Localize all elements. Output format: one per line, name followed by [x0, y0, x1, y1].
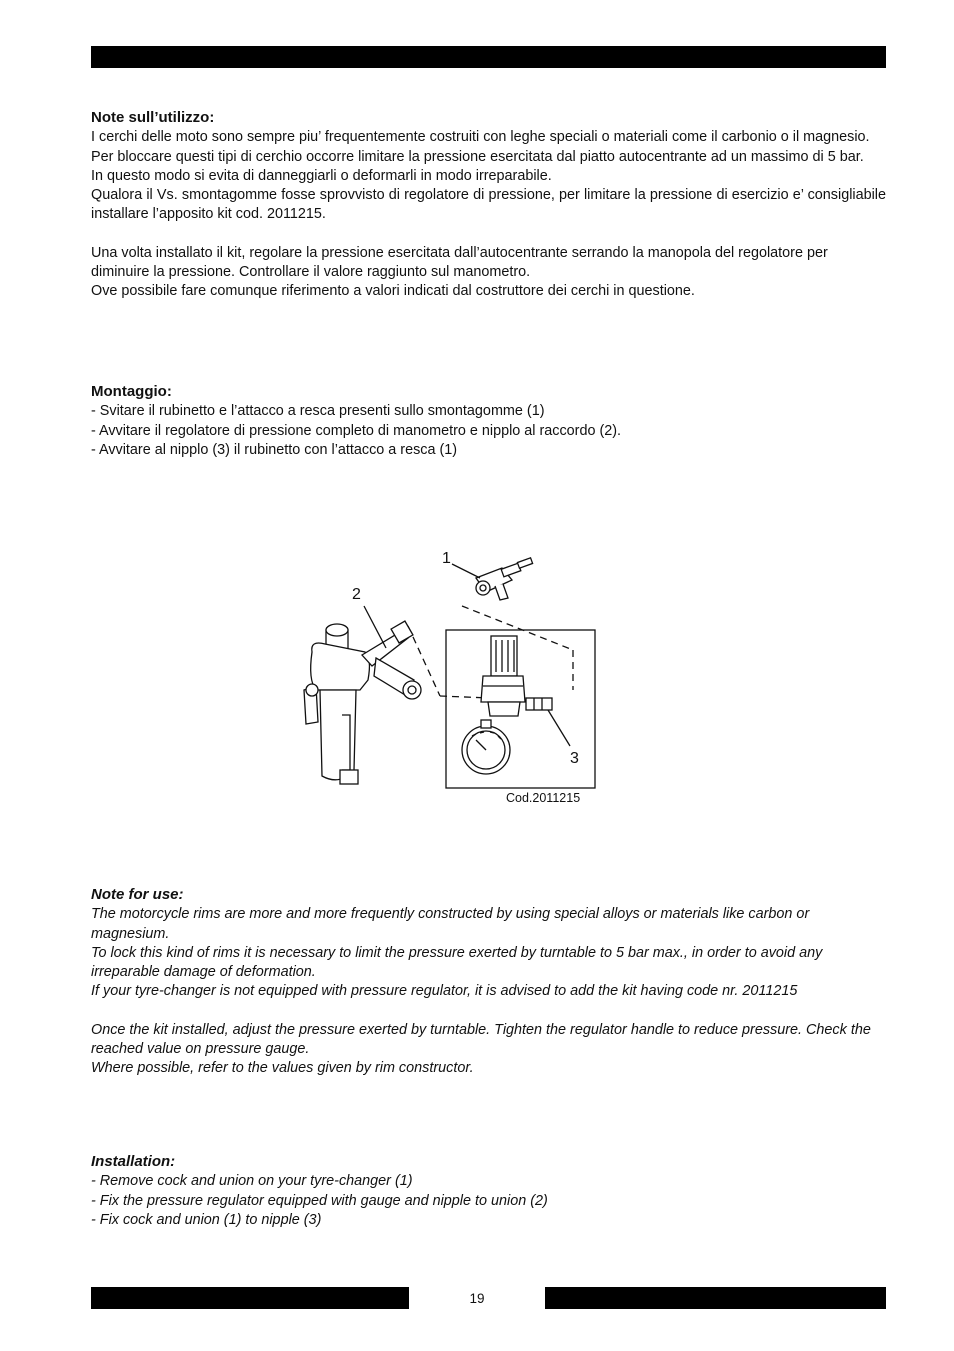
italian-note-paragraph: Qualora il Vs. smontagomme fosse sprovvisto di regolatore di pressione, per limitare la pressione di esercizio e’ consigliabile installare l’apposito kit cod. 2011215. [91, 187, 886, 223]
footer-bar-left [91, 1287, 409, 1309]
italian-note-paragraph: Per bloccare questi tipi di cerchio occorre limitare la pressione esercitata dal piatto autocentrante ad un massimo di 5 bar. [91, 148, 864, 165]
english-installation-heading: Installation: [91, 1153, 176, 1170]
italian-note-paragraph: Ove possibile fare comunque riferimento a valori indicati dal costruttore dei cerchi in questione. [91, 283, 695, 300]
assembly-step: - Svitare il rubinetto e l’attacco a resca presenti sullo smontagomme (1) [91, 403, 545, 420]
pressure-gauge-part [462, 720, 510, 774]
english-note-paragraph: Once the kit installed, adjust the pressure exerted by turntable. Tighten the regulator handle to reduce pressure. Check the reached value on pressure gauge. [91, 1021, 871, 1058]
english-usage-notes [91, 885, 886, 1079]
cock-union-part [476, 558, 533, 600]
kit-code-caption: Cod.2011215 [506, 791, 581, 805]
english-note-paragraph: The motorcycle rims are more and more frequently constructed by using special alloys or materials like carbon or magnesium. [91, 906, 810, 942]
english-note-paragraph: Where possible, refer to the values given by rim constructor. [91, 1060, 474, 1077]
footer-bar-right [545, 1287, 886, 1309]
callout-1: 1 [442, 550, 451, 567]
callout-2: 2 [352, 586, 361, 603]
english-installation [91, 1152, 886, 1230]
callout-3: 3 [570, 750, 579, 767]
assembly-step: - Avvitare il regolatore di pressione completo di manometro e nipplo al raccordo (2). [91, 422, 622, 439]
regulator-kit-drawing [290, 540, 610, 810]
page-number: 19 [469, 1291, 485, 1306]
installation-step: - Fix cock and union (1) to nipple (3) [91, 1211, 322, 1228]
installation-step: - Remove cock and union on your tyre-changer (1) [91, 1173, 413, 1190]
italian-assembly [91, 382, 886, 460]
italian-note-paragraph: Una volta installato il kit, regolare la pressione esercitata dall’autocentrante serrando la manopola del regolatore per diminuire la pressione. Controllare il valore raggiunto sul manometro. [91, 244, 828, 281]
italian-assembly-heading: Montaggio: [91, 383, 172, 400]
regulator-kit-figure [290, 540, 610, 810]
english-note-heading: Note for use: [91, 886, 184, 903]
italian-note-heading: Note sull’utilizzo: [91, 109, 215, 126]
english-note-paragraph: If your tyre-changer is not equipped with pressure regulator, it is advised to add the kit having code nr. 2011215 [91, 983, 798, 1000]
italian-note-paragraph: In questo modo si evita di danneggiarli o deformarli in modo irreparabile. [91, 167, 552, 184]
pressure-regulator-part [481, 636, 552, 716]
header-bar [91, 46, 886, 68]
installation-step: - Fix the pressure regulator equipped with gauge and nipple to union (2) [91, 1192, 548, 1209]
filter-unit-part [304, 621, 421, 784]
italian-usage-notes [91, 108, 886, 302]
english-note-paragraph: To lock this kind of rims it is necessary to limit the pressure exerted by turntable to 5 bar max., in order to avoid any irreparable damage of deformation. [91, 944, 823, 981]
assembly-step: - Avvitare al nipplo (3) il rubinetto con l’attacco a resca (1) [91, 441, 458, 458]
italian-note-paragraph: I cerchi delle moto sono sempre piu’ frequentemente costruiti con leghe speciali o materiali come il carbonio o il magnesio. [91, 129, 870, 146]
